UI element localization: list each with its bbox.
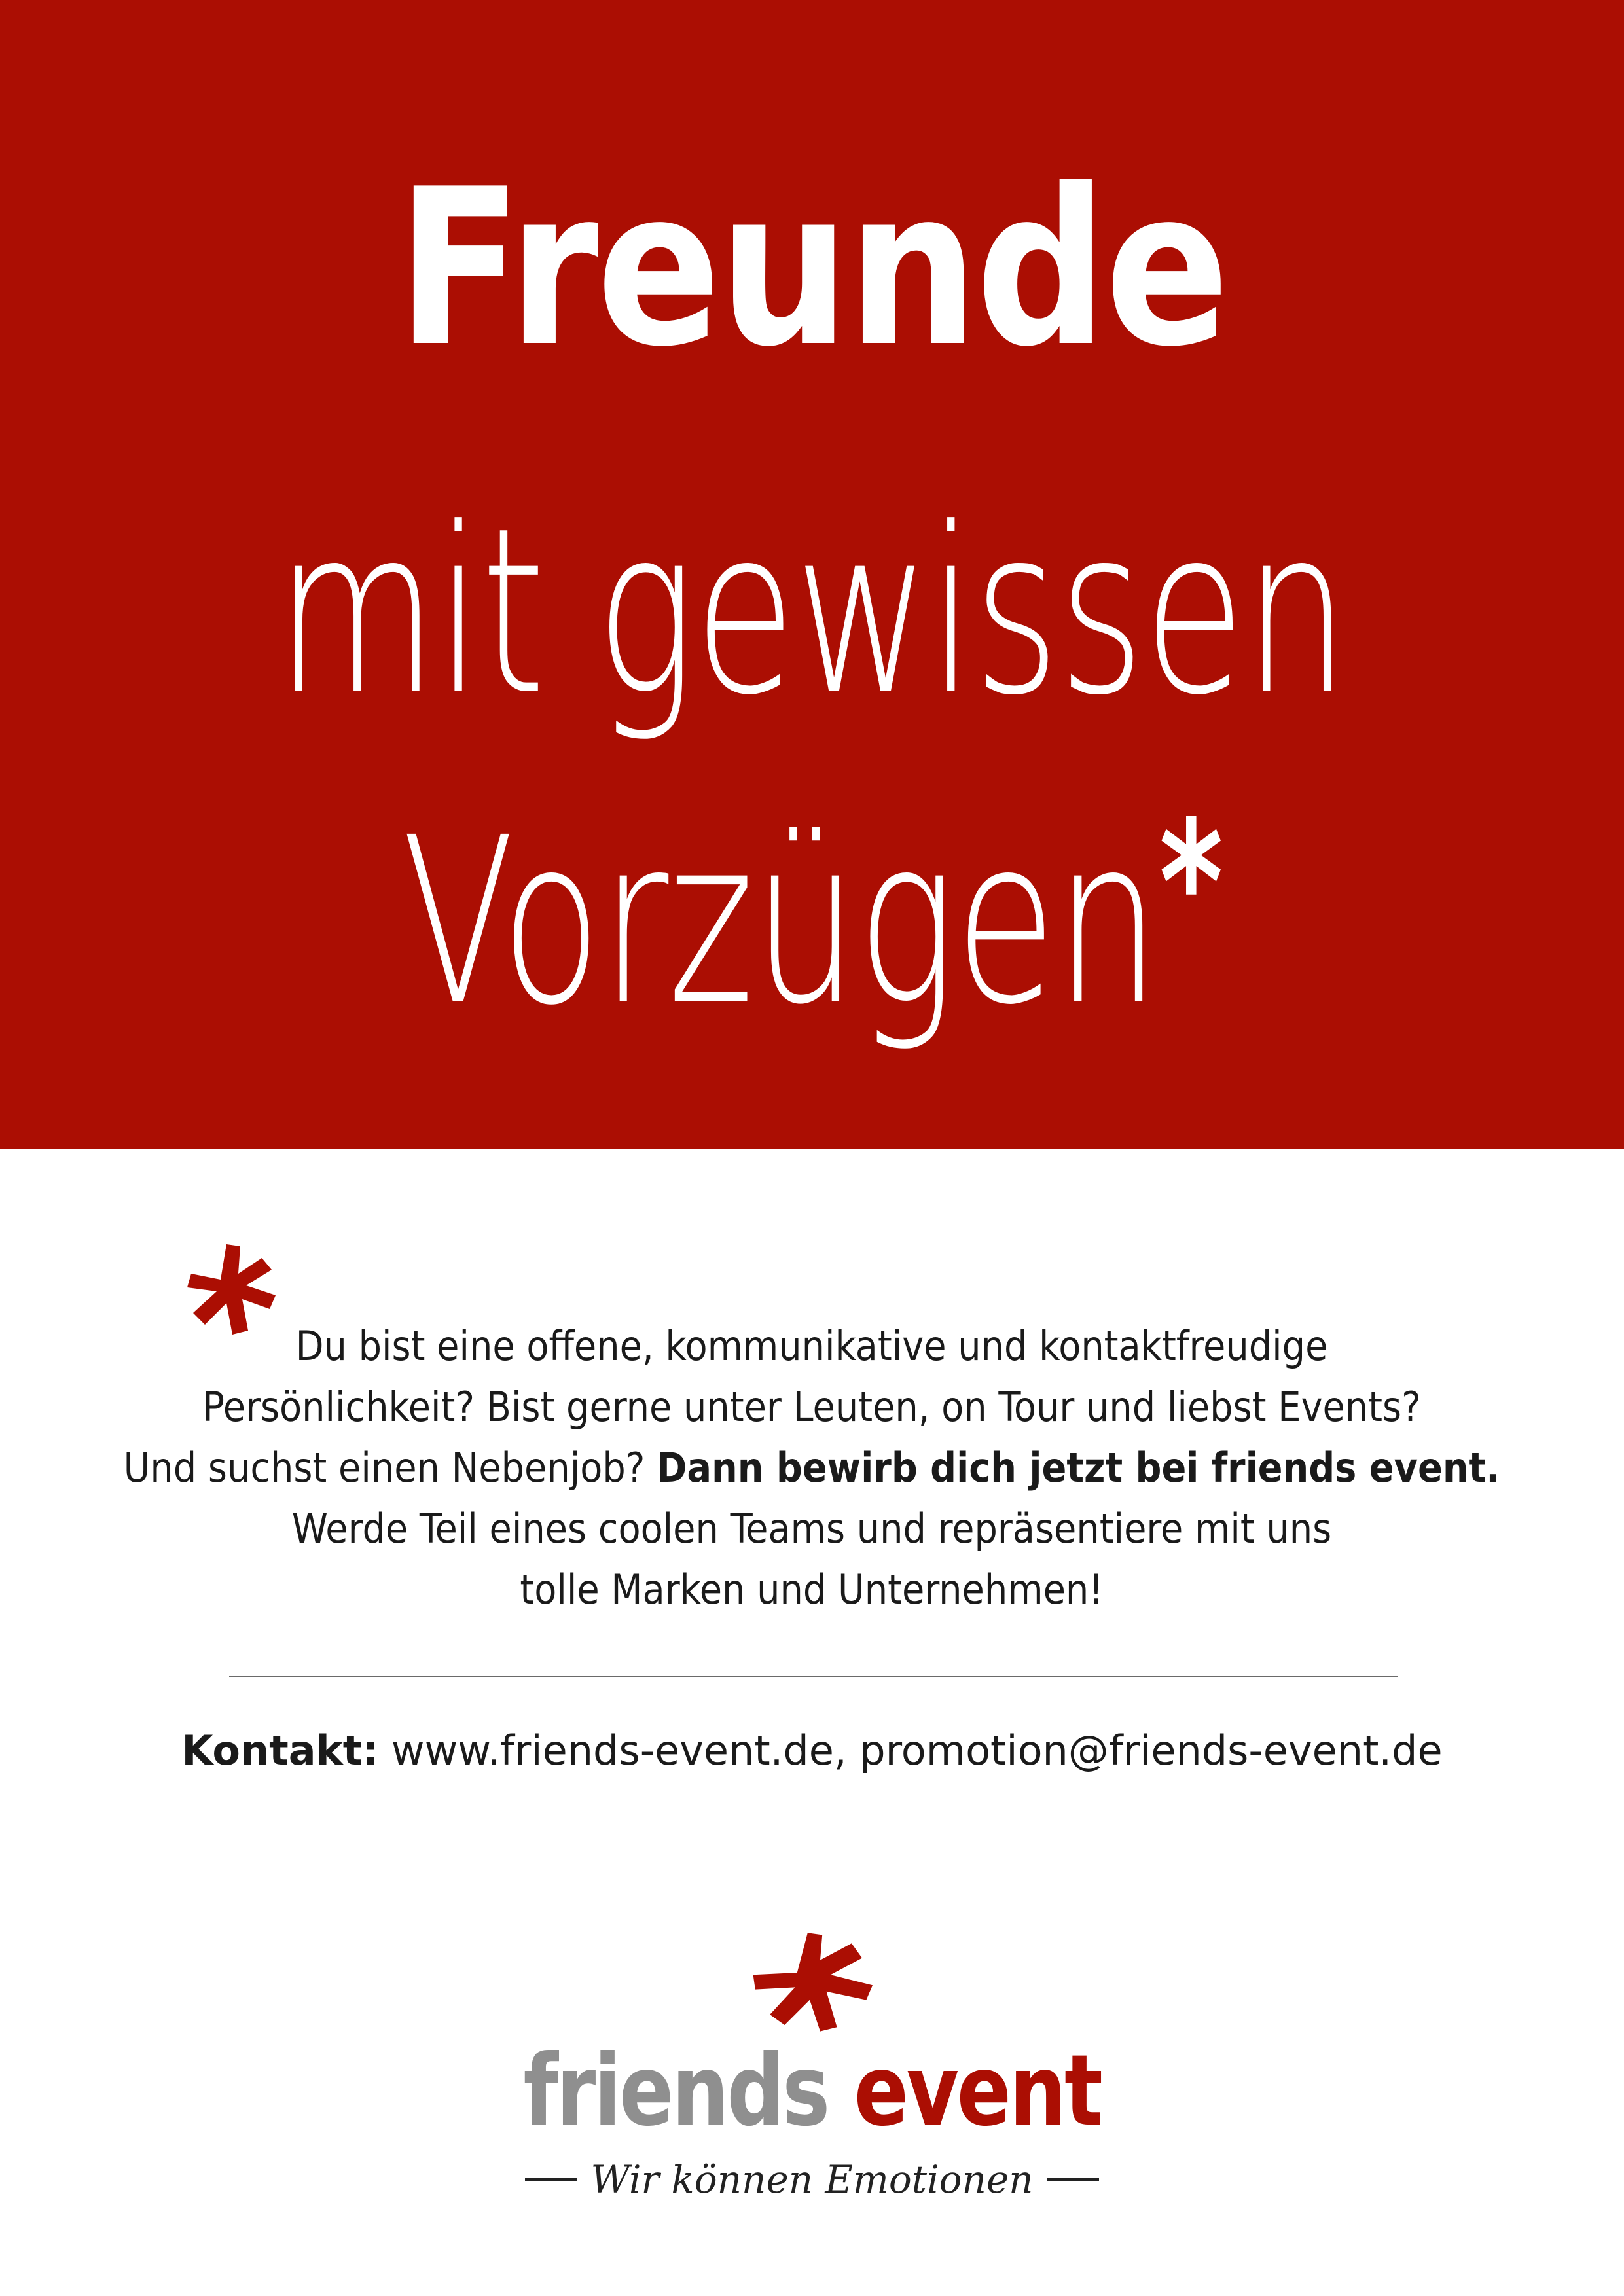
logo-tagline: Wir können Emotionen — [590, 2157, 1034, 2202]
headline-vorzuegen — [227, 753, 1396, 1055]
body-line-3-plain: Und suchst einen Nebenjob? — [123, 1444, 657, 1492]
logo-wordmark — [146, 2036, 1477, 2147]
headline-mit-gewissen: mit gewissen — [276, 478, 1348, 745]
logo-tagline-row — [0, 2153, 1624, 2206]
headline-asterisk: * — [1159, 785, 1223, 982]
body-line-4: Werde Teil eines coolen Teams und repräsentiere mit uns — [291, 1505, 1332, 1552]
logo-word-friends: friends — [523, 2034, 829, 2148]
body-line-2: Persönlichkeit? Bist gerne unter Leuten, on Tour und liebst Events? — [202, 1383, 1421, 1431]
headline-freunde: Freunde — [397, 143, 1227, 394]
contact-line — [0, 1721, 1624, 1780]
body-line-3 — [92, 1437, 1532, 1498]
body-copy — [92, 1316, 1532, 1620]
headline-vorzuegen-text: Vorzügen — [401, 788, 1159, 1055]
contact-value: www.friends-event.de, promotion@friends-event.de — [378, 1727, 1443, 1774]
tagline-rule-right — [1047, 2178, 1099, 2181]
body-line-5: tolle Marken und Unternehmen! — [520, 1566, 1104, 1613]
contact-label: Kontakt: — [181, 1727, 379, 1774]
logo-word-event: event — [854, 2034, 1101, 2148]
body-line-1: Du bist eine offene, kommunikative und kontaktfreudige — [295, 1322, 1328, 1370]
tagline-rule-left — [525, 2178, 577, 2181]
logo-asterisk-icon — [746, 1931, 884, 2036]
body-line-3-bold: Dann bewirb dich jetzt bei friends event. — [657, 1444, 1500, 1492]
divider — [229, 1676, 1398, 1677]
